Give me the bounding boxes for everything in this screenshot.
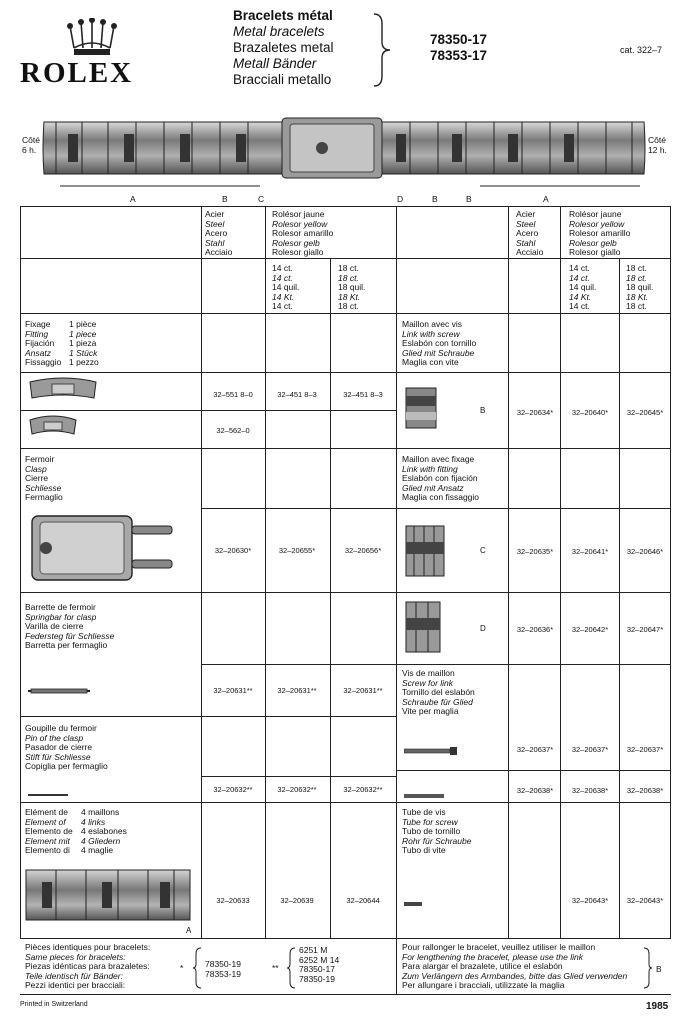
letter-b-left: B bbox=[222, 194, 228, 204]
c18r-3: 18 quil. bbox=[626, 282, 654, 293]
brand-logo-text: ROLEX bbox=[20, 57, 134, 89]
pin-it: Copiglia per fermaglio bbox=[25, 761, 108, 772]
link-d-18ct: 32–20647* bbox=[626, 625, 664, 634]
screw-illustration-1 bbox=[404, 742, 458, 760]
footer-brace-2 bbox=[287, 946, 297, 995]
fm2-b: 6252 M 14 bbox=[299, 954, 340, 965]
footer-models-2 bbox=[299, 946, 339, 984]
screw-2-steel: 32–20638* bbox=[516, 786, 554, 795]
footer-letter-b: B bbox=[656, 964, 662, 974]
clasp-steel: 32–20630* bbox=[214, 546, 252, 555]
header-steel-left bbox=[205, 210, 232, 258]
side-right-line1: Côté bbox=[648, 135, 666, 145]
header-18ct-left bbox=[338, 264, 365, 312]
gold-es-r: Rolesor amarillo bbox=[569, 228, 631, 239]
footer-brace-3 bbox=[642, 946, 652, 995]
c18r-5: 18 ct. bbox=[626, 301, 647, 312]
pin-steel: 32–20632** bbox=[213, 785, 253, 794]
gold-de: Rolesor gelb bbox=[272, 237, 320, 248]
link-b-illustration bbox=[404, 386, 438, 435]
link-c-14ct: 32–20641* bbox=[571, 547, 609, 556]
footer-star-2: ** bbox=[272, 963, 279, 973]
pin-de: Stift für Schliesse bbox=[25, 751, 91, 762]
screw-de: Schraube für Glied bbox=[402, 696, 473, 707]
footer-identical-label bbox=[25, 943, 150, 991]
screw-en: Screw for link bbox=[402, 677, 454, 688]
clasp-18ct: 32–20656* bbox=[344, 546, 382, 555]
letter-d: D bbox=[397, 194, 404, 204]
c14r-1: 14 ct. bbox=[569, 263, 590, 273]
title-en: Metal bracelets bbox=[233, 24, 325, 39]
section-pin-label bbox=[25, 724, 108, 772]
fitting-illustration-2 bbox=[28, 414, 78, 445]
footer-models-1 bbox=[205, 960, 241, 979]
link-d-14ct: 32–20642* bbox=[571, 625, 609, 634]
c14-5: 14 ct. bbox=[272, 301, 293, 312]
ident-it: Pezzi identici per bracciali: bbox=[25, 980, 126, 991]
letter-a-right: A bbox=[543, 194, 549, 204]
header-gold-left bbox=[272, 210, 333, 258]
printed-in: Printed in Switzerland bbox=[20, 1001, 88, 1008]
fix-qty-it: 1 pezzo bbox=[69, 357, 99, 368]
clasp-14ct: 32–20655* bbox=[278, 546, 316, 555]
lvis-it: Maglia con vite bbox=[402, 357, 459, 368]
tube-it: Tubo di vite bbox=[402, 845, 446, 856]
year: 1985 bbox=[646, 1001, 669, 1012]
letter-a-left: A bbox=[130, 194, 136, 204]
elem-es: Elemento de bbox=[25, 826, 73, 837]
fix-de: Ansatz bbox=[25, 347, 51, 358]
c14r-3: 14 quil. bbox=[569, 282, 597, 293]
c14-3: 14 quil. bbox=[272, 282, 300, 293]
fix-qty-de: 1 Stück bbox=[69, 347, 98, 358]
letter-b-right: B bbox=[466, 194, 472, 204]
screw-es: Tornillo del eslabón bbox=[402, 687, 475, 698]
steel-de: Stahl bbox=[205, 237, 225, 248]
link-d-steel: 32–20636* bbox=[516, 625, 554, 634]
link-b-steel: 32–20634* bbox=[516, 408, 554, 417]
row-letter-d: D bbox=[480, 624, 486, 633]
c18-5: 18 ct. bbox=[338, 301, 359, 312]
gold-it-r: Rolesor giallo bbox=[569, 247, 621, 258]
pin-18ct: 32–20632** bbox=[343, 785, 383, 794]
fix-es: Fijación bbox=[25, 338, 55, 349]
model-2: 78353-17 bbox=[430, 48, 488, 63]
spring-it: Barretta per fermaglio bbox=[25, 640, 108, 651]
lfix-es: Eslabón con fijación bbox=[402, 473, 478, 484]
c18-3: 18 quil. bbox=[338, 282, 366, 293]
lfix-de: Glied mit Ansatz bbox=[402, 482, 464, 493]
elem-qty-it: 4 maglie bbox=[81, 845, 114, 856]
gold-fr: Rolésor jaune bbox=[272, 209, 325, 219]
len-de: Zum Verlängern des Armbandes, bitte das Glied verwenden bbox=[402, 970, 628, 981]
c18-4: 18 Kt. bbox=[338, 291, 361, 302]
page-title bbox=[233, 8, 334, 88]
clasp-it: Fermaglio bbox=[25, 492, 63, 503]
pin-es: Pasador de cierre bbox=[25, 742, 93, 753]
len-en: For lengthening the bracelet, please use the link bbox=[402, 951, 583, 962]
c14r-4: 14 Kt. bbox=[569, 291, 592, 302]
elem-qty-de: 4 Gliedern bbox=[81, 835, 121, 846]
tube-fr: Tube de vis bbox=[402, 807, 446, 817]
side-label-right bbox=[648, 136, 667, 155]
ident-en: Same pieces for bracelets: bbox=[25, 951, 126, 962]
springbar-illustration bbox=[28, 682, 90, 700]
c18-1: 18 ct. bbox=[338, 263, 359, 273]
pin-illustration bbox=[28, 784, 68, 802]
c14-1: 14 ct. bbox=[272, 263, 293, 273]
spring-es: Varilla de cierre bbox=[25, 621, 84, 632]
screw-2-14ct: 32–20638* bbox=[571, 786, 609, 795]
fix-qty-en: 1 piece bbox=[69, 328, 97, 339]
c14-4: 14 Kt. bbox=[272, 291, 295, 302]
catalog-number: cat. 322–7 bbox=[620, 45, 663, 55]
link-c-illustration bbox=[404, 520, 446, 587]
screw-1-14ct: 32–20637* bbox=[571, 745, 609, 754]
title-fr: Bracelets métal bbox=[233, 8, 333, 23]
fitting-2-steel: 32–562–0 bbox=[216, 426, 250, 435]
gold-fr-r: Rolésor jaune bbox=[569, 209, 622, 219]
c18r-2: 18 ct. bbox=[626, 272, 647, 283]
header-gold-right bbox=[569, 210, 630, 258]
tube-18ct: 32–20643* bbox=[626, 896, 664, 905]
tube-illustration bbox=[404, 894, 422, 912]
steel-de-r: Stahl bbox=[516, 237, 536, 248]
fm1-a: 78350-19 bbox=[205, 959, 241, 969]
screw-1-18ct: 32–20637* bbox=[626, 745, 664, 754]
ident-es: Piezas idénticas para brazaletes: bbox=[25, 961, 150, 972]
footer-brace-1 bbox=[193, 946, 203, 995]
fm2-a: 6251 M bbox=[299, 945, 328, 955]
lvis-es: Eslabón con tornillo bbox=[402, 338, 477, 349]
clasp-fr: Fermoir bbox=[25, 454, 55, 464]
steel-es-r: Acero bbox=[516, 228, 539, 239]
clasp-es: Cierre bbox=[25, 473, 49, 484]
link-c-18ct: 32–20646* bbox=[626, 547, 664, 556]
fix-en: Fitting bbox=[25, 328, 49, 339]
c18r-4: 18 Kt. bbox=[626, 291, 649, 302]
header-14ct-right bbox=[569, 264, 596, 312]
element-18ct: 32–20644 bbox=[346, 896, 380, 905]
gold-es: Rolesor amarillo bbox=[272, 228, 334, 239]
gold-it: Rolesor giallo bbox=[272, 247, 324, 258]
row-letter-b: B bbox=[480, 406, 486, 415]
side-right-line2: 12 h. bbox=[648, 144, 667, 155]
len-es: Para alargar el brazalete, utilice el eslabón bbox=[402, 961, 563, 972]
fix-qty-fr: 1 pièce bbox=[69, 319, 97, 329]
fitting-1-steel: 32–551 8–0 bbox=[213, 390, 253, 399]
bracelet-diagram bbox=[40, 108, 648, 195]
elem-it: Elemento di bbox=[25, 845, 70, 856]
lfix-fr: Maillon avec fixage bbox=[402, 454, 475, 464]
link-b-14ct: 32–20640* bbox=[571, 408, 609, 417]
title-brace bbox=[370, 12, 394, 93]
lfix-it: Maglia con fissaggio bbox=[402, 492, 480, 503]
len-fr: Pour rallonger le bracelet, veuillez utiliser le maillon bbox=[402, 942, 596, 952]
pin-en: Pin of the clasp bbox=[25, 732, 84, 743]
c18-2: 18 ct. bbox=[338, 272, 359, 283]
title-it: Bracciali metallo bbox=[233, 72, 332, 87]
fitting-1-14ct: 32–451 8–3 bbox=[277, 390, 317, 399]
tube-14ct: 32–20643* bbox=[571, 896, 609, 905]
fix-fr: Fixage bbox=[25, 319, 51, 329]
screw-illustration-2 bbox=[404, 786, 444, 804]
steel-en-r: Steel bbox=[516, 218, 536, 229]
screw-fr: Vis de maillon bbox=[402, 668, 455, 678]
tube-de: Rohr für Schraube bbox=[402, 835, 472, 846]
letter-b-mid: B bbox=[432, 194, 438, 204]
letter-c: C bbox=[258, 194, 265, 204]
fm2-c: 78350-17 bbox=[299, 964, 335, 975]
elem-qty-en: 4 links bbox=[81, 816, 106, 827]
header-14ct-left bbox=[272, 264, 299, 312]
pin-14ct: 32–20632** bbox=[277, 785, 317, 794]
header-18ct-right bbox=[626, 264, 653, 312]
rolex-crown-icon bbox=[64, 18, 120, 58]
row-letter-c: C bbox=[480, 546, 486, 555]
section-element-label bbox=[25, 808, 127, 856]
steel-fr: Acier bbox=[205, 209, 225, 219]
footer-star-1: * bbox=[180, 963, 184, 973]
c14r-5: 14 ct. bbox=[569, 301, 590, 312]
ident-fr: Pièces identiques pour bracelets: bbox=[25, 942, 151, 952]
springbar-steel: 32–20631** bbox=[213, 686, 253, 695]
pin-fr: Goupille du fermoir bbox=[25, 723, 97, 733]
section-link-fitting-label bbox=[402, 455, 479, 503]
section-fitting-label bbox=[25, 320, 99, 368]
section-screw-label bbox=[402, 669, 475, 717]
link-c-steel: 32–20635* bbox=[516, 547, 554, 556]
row-letter-a: A bbox=[186, 926, 192, 935]
fix-qty-es: 1 pieza bbox=[69, 338, 97, 349]
ident-de: Teile identisch für Bänder: bbox=[25, 970, 123, 981]
clasp-en: Clasp bbox=[25, 463, 47, 474]
steel-fr-r: Acier bbox=[516, 209, 536, 219]
fitting-illustration-1 bbox=[28, 376, 98, 409]
lfix-en: Link with fitting bbox=[402, 463, 458, 474]
model-numbers bbox=[430, 32, 487, 64]
link-d-illustration bbox=[404, 600, 442, 659]
spring-de: Federsteg für Schliesse bbox=[25, 630, 115, 641]
tube-es: Tubo de tornillo bbox=[402, 826, 461, 837]
steel-it: Acciaio bbox=[205, 247, 233, 258]
clasp-de: Schliesse bbox=[25, 482, 62, 493]
elem-de: Element mit bbox=[25, 835, 70, 846]
gold-de-r: Rolesor gelb bbox=[569, 237, 617, 248]
side-label-left bbox=[22, 136, 40, 155]
elem-qty-fr: 4 maillons bbox=[81, 807, 120, 817]
fm1-b: 78353-19 bbox=[205, 968, 241, 979]
lvis-de: Glied mit Schraube bbox=[402, 347, 475, 358]
element-14ct: 32–20639 bbox=[280, 896, 314, 905]
gold-en: Rolesor yellow bbox=[272, 218, 328, 229]
screw-it: Vite per maglia bbox=[402, 706, 459, 717]
c14r-2: 14 ct. bbox=[569, 272, 590, 283]
model-1: 78350-17 bbox=[430, 32, 488, 47]
spring-fr: Barrette de fermoir bbox=[25, 602, 96, 612]
title-de: Metall Bänder bbox=[233, 56, 317, 71]
springbar-18ct: 32–20631** bbox=[343, 686, 383, 695]
fix-it: Fissaggio bbox=[25, 357, 62, 368]
elem-fr: Elément de bbox=[25, 807, 68, 817]
spring-en: Springbar for clasp bbox=[25, 611, 97, 622]
steel-es: Acero bbox=[205, 228, 228, 239]
element-illustration bbox=[24, 866, 194, 931]
screw-1-steel: 32–20637* bbox=[516, 745, 554, 754]
element-steel: 32–20633 bbox=[216, 896, 250, 905]
lvis-en: Link with screw bbox=[402, 328, 460, 339]
section-link-screw-label bbox=[402, 320, 476, 368]
len-it: Per allungare i bracciali, utilizzate la maglia bbox=[402, 980, 565, 991]
footer-lengthen-note bbox=[402, 943, 627, 991]
section-springbar-label bbox=[25, 603, 114, 651]
c18r-1: 18 ct. bbox=[626, 263, 647, 273]
screw-2-18ct: 32–20638* bbox=[626, 786, 664, 795]
link-b-18ct: 32–20645* bbox=[626, 408, 664, 417]
elem-qty-es: 4 eslabones bbox=[81, 826, 127, 837]
title-es: Brazaletes metal bbox=[233, 40, 334, 55]
header-steel-right bbox=[516, 210, 543, 258]
gold-en-r: Rolesor yellow bbox=[569, 218, 625, 229]
tube-en: Tube for screw bbox=[402, 816, 458, 827]
section-tube-label bbox=[402, 808, 471, 856]
side-left-line2: 6 h. bbox=[22, 144, 37, 155]
fm2-d: 78350-19 bbox=[299, 973, 335, 984]
fitting-1-18ct: 32–451 8–3 bbox=[343, 390, 383, 399]
c14-2: 14 ct. bbox=[272, 272, 293, 283]
steel-it-r: Acciaio bbox=[516, 247, 544, 258]
elem-en: Element of bbox=[25, 816, 66, 827]
steel-en: Steel bbox=[205, 218, 225, 229]
springbar-14ct: 32–20631** bbox=[277, 686, 317, 695]
section-clasp-label bbox=[25, 455, 63, 503]
side-left-line1: Côté bbox=[22, 135, 40, 145]
clasp-illustration bbox=[28, 512, 176, 589]
lvis-fr: Maillon avec vis bbox=[402, 319, 462, 329]
